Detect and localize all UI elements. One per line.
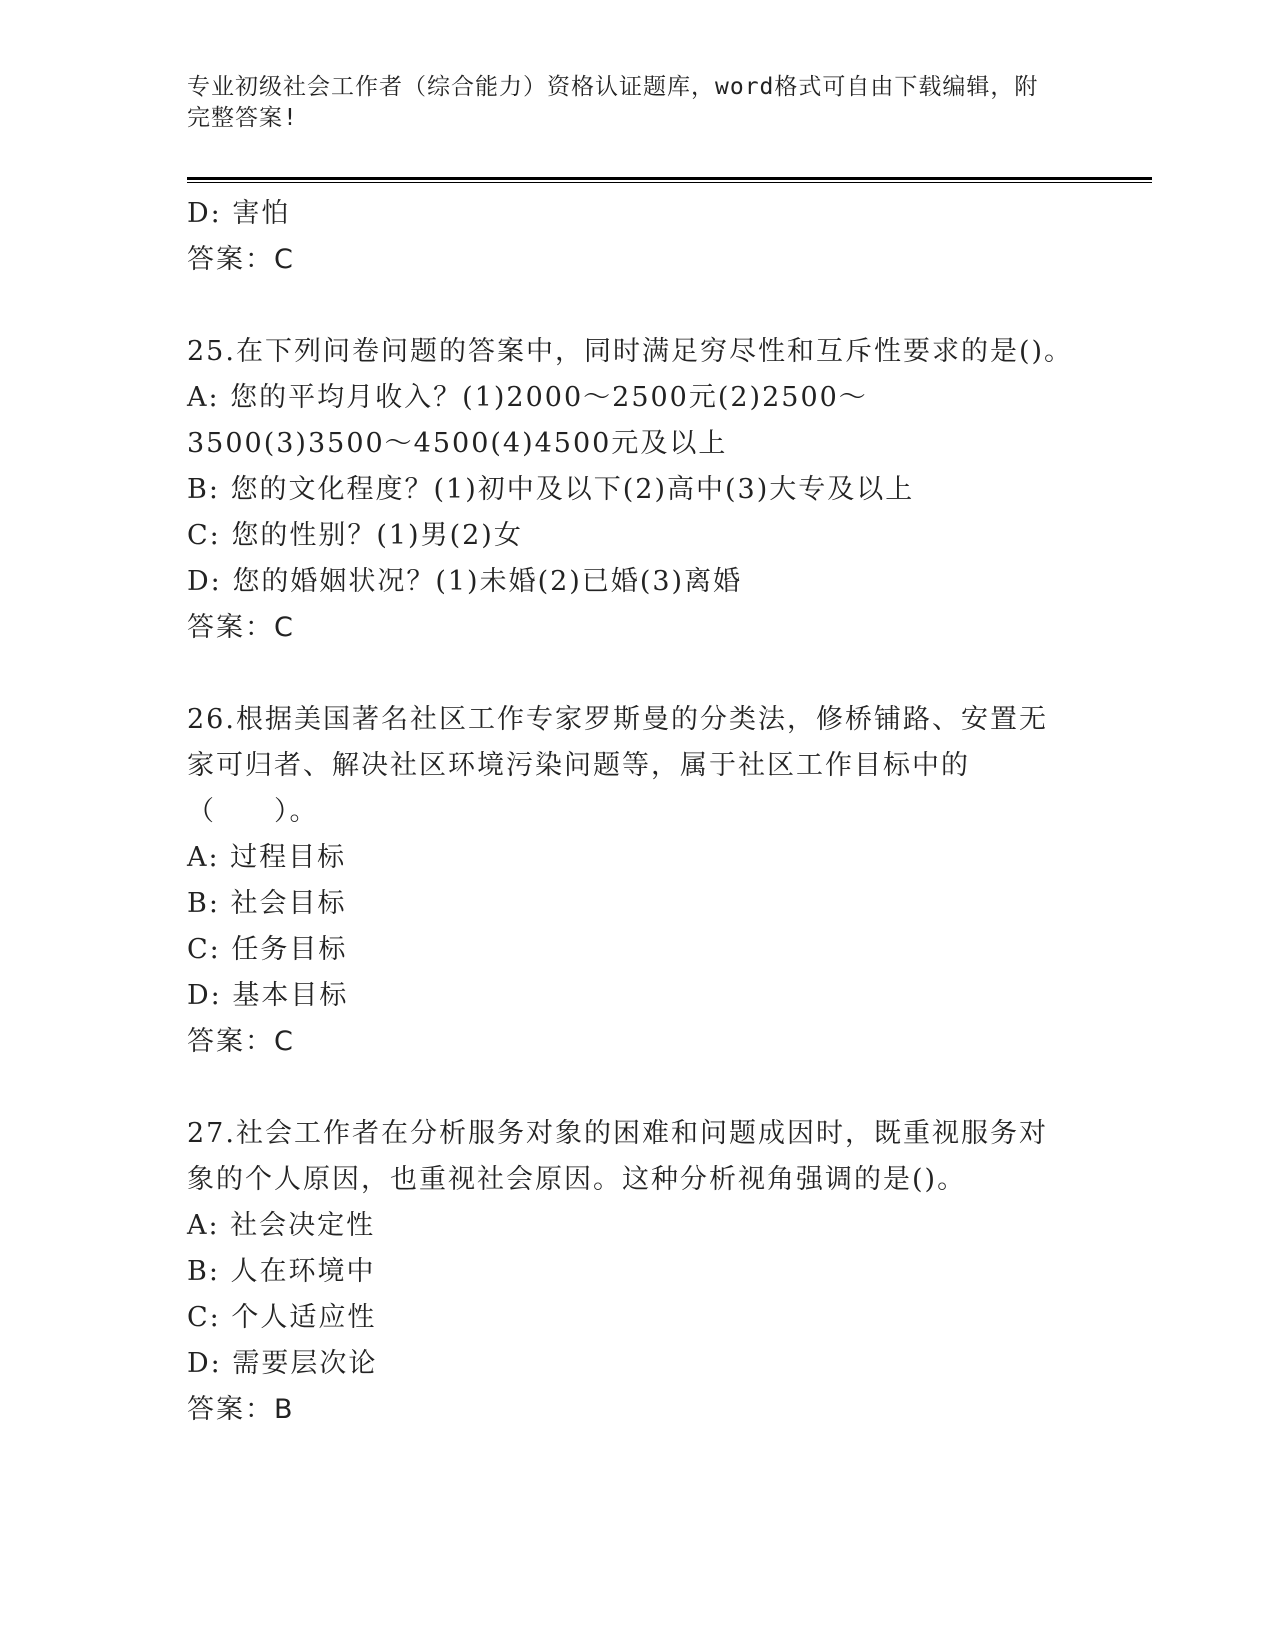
answer: 答案：C bbox=[187, 1026, 295, 1057]
option-d: D: 您的婚姻状况？(1)未婚(2)已婚(3)离婚 bbox=[187, 566, 743, 597]
prev-answer: 答案：C bbox=[187, 244, 295, 275]
option-c: C: 您的性别？(1)男(2)女 bbox=[187, 520, 523, 551]
question-stem: 25.在下列问卷问题的答案中，同时满足穷尽性和互斥性要求的是()。 bbox=[187, 336, 1074, 367]
option-b: B: 人在环境中 bbox=[187, 1256, 376, 1287]
option-d: D: 需要层次论 bbox=[187, 1348, 378, 1379]
option-c: C: 任务目标 bbox=[187, 934, 348, 965]
option-c: C: 个人适应性 bbox=[187, 1302, 377, 1333]
header-rule-thick bbox=[187, 177, 1152, 180]
option-b: B: 您的文化程度？(1)初中及以下(2)高中(3)大专及以上 bbox=[187, 474, 915, 505]
answer: 答案：C bbox=[187, 612, 295, 643]
header-rule-thin bbox=[187, 182, 1152, 183]
question-26 bbox=[187, 697, 1087, 1065]
option-d: D: 基本目标 bbox=[187, 980, 349, 1011]
header-line-1: 专业初级社会工作者（综合能力）资格认证题库，word格式可自由下载编辑，附 bbox=[187, 74, 1039, 100]
question-stem: 27.社会工作者在分析服务对象的困难和问题成因时，既重视服务对象的个人原因，也重视社会原因。这种分析视角强调的是()。 bbox=[187, 1118, 1048, 1195]
option-a: A: 您的平均月收入？(1)2000～2500元(2)2500～3500(3)3500～4500(4)4500元及以上 bbox=[187, 382, 868, 459]
page-header bbox=[187, 72, 1087, 134]
answer: 答案：B bbox=[187, 1394, 295, 1425]
option-a: A: 过程目标 bbox=[187, 842, 347, 873]
header-line-2: 完整答案! bbox=[187, 105, 298, 131]
option-b: B: 社会目标 bbox=[187, 888, 347, 919]
question-27 bbox=[187, 1111, 1087, 1433]
prev-option-d: D: 害怕 bbox=[187, 198, 291, 229]
question-25 bbox=[187, 329, 1087, 651]
question-list bbox=[187, 191, 1087, 1433]
question-stem: 26.根据美国著名社区工作专家罗斯曼的分类法，修桥铺路、安置无家可归者、解决社区环境污染问题等，属于社区工作目标中的（ ）。 bbox=[187, 704, 1048, 827]
option-a: A: 社会决定性 bbox=[187, 1210, 376, 1241]
